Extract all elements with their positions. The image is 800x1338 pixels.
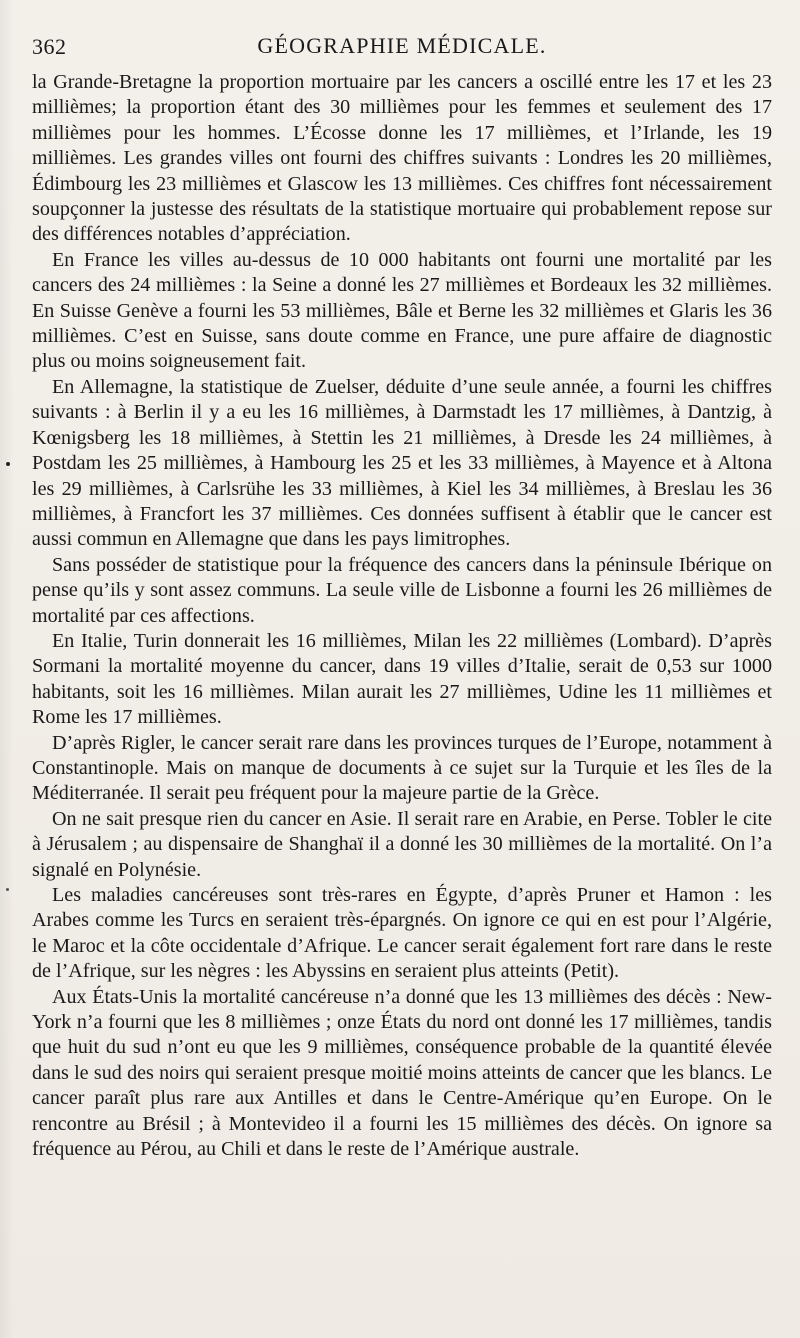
paragraph-france-switzerland: En France les villes au-dessus de 10 000 habitants ont fourni une mortalité par les cancers des 24 millièmes : la Seine a donné les 27 millièmes et Bordeaux les 32 millièmes. En Suisse Genève a fourni les 53 millièmes, Bâle et Berne les 32 millièmes et Glaris les 36 millièmes. C’est en Suisse, sans doute comme en France, une pure affaire de diagnostic plus ou moins soigneusement fait. xyxy=(32,248,772,373)
paragraph-asia: On ne sait presque rien du cancer en Asie. Il serait rare en Arabie, en Perse. Tobler le cite à Jérusalem ; au dispensaire de Shanghaï il a donné les 30 millièmes de la mortalité. On l’a signalé en Polynésie. xyxy=(32,807,772,881)
paragraph-germany: En Allemagne, la statistique de Zuelser, déduite d’une seule année, a fourni les chiffres suivants : à Berlin il y a eu les 16 millièmes, à Darmstadt les 17 millièmes, à Dantzig, à Kœnigsberg les 18 millièmes, à Stettin les 21 millièmes, à Dresde les 24 millièmes, à Postdam les 25 millièmes, à Hambourg les 25 et les 33 millièmes, à Mayence et à Altona les 29 millièmes, à Carlsrühe les 33 millièmes, à Kiel les 34 millièmes, à Breslau les 36 millièmes, à Francfort les 37 millièmes. Ces données suffisent à établir que le cancer est aussi commun en Allemagne que dans les pays limitrophes. xyxy=(32,375,772,551)
paragraph-iberia: Sans posséder de statistique pour la fréquence des cancers dans la péninsule Ibérique on pense qu’ils y sont assez communs. La seule ville de Lisbonne a fourni les 26 millièmes de mortalité par ces affections. xyxy=(32,553,772,627)
margin-dot-mark-lower xyxy=(6,888,9,891)
paragraph-italy: En Italie, Turin donnerait les 16 millièmes, Milan les 22 millièmes (Lombard). D’après Sormani la mortalité moyenne du cancer, dans 19 villes d’Italie, serait de 0,53 sur 1000 habitants, soit les 16 millièmes. Milan aurait les 27 millièmes, Udine les 11 millièmes et Rome les 17 millièmes. xyxy=(32,629,772,729)
paragraph-turkey-greece: D’après Rigler, le cancer serait rare dans les provinces turques de l’Europe, notamment à Constantinople. Mais on manque de documents à ce sujet sur la Turquie et les îles de la Méditerranée. Il serait peu fréquent pour la majeure partie de la Grèce. xyxy=(32,731,772,805)
margin-dot-mark xyxy=(6,462,10,466)
paragraph-africa: Les maladies cancéreuses sont très-rares en Égypte, d’après Pruner et Hamon : les Arabes comme les Turcs en seraient très-épargnés. On ignore ce qui en est pour l’Algérie, le Maroc et la côte occidentale d’Afrique. Le cancer serait également fort rare dans le reste de l’Afrique, sur les nègres : les Abyssins en seraient plus atteints (Petit). xyxy=(32,884,772,983)
page-body xyxy=(32,70,772,1162)
paragraph-great-britain: la Grande-Bretagne la proportion mortuaire par les cancers a oscillé entre les 17 et les 23 millièmes; la proportion étant des 30 millièmes pour les femmes et seulement des 17 millièmes pour les hommes. L’Écosse donne les 17 millièmes, et l’Irlande, les 19 millièmes. Les grandes villes ont fourni des chiffres suivants : Londres les 20 millièmes, Édimbourg les 23 millièmes et Glascow les 13 millièmes. Ces chiffres font nécessairement soupçonner la justesse des résultats de la statistique mortuaire qui probablement repose sur des différences notables d’appréciation. xyxy=(32,71,772,246)
page-number: 362 xyxy=(32,34,67,59)
running-head: GÉOGRAPHIE MÉDICALE. xyxy=(257,33,547,58)
page-header xyxy=(32,30,772,60)
paragraph-americas: Aux États-Unis la mortalité cancéreuse n’a donné que les 13 millièmes des décès : New-York n’a fourni que les 8 millièmes ; onze États du nord ont donné les 17 millièmes, tandis que huit du sud n’ont eu que les 9 millièmes, conséquence probable de la quantité élevée dans le sud des noirs qui seraient presque moitié moins atteints de cancer que les blancs. Le cancer paraît plus rare aux Antilles et dans le Centre-Amérique qu’en Europe. On le rencontre au Brésil ; à Montevideo il a fourni les 15 millièmes des décès. On ignore sa fréquence au Pérou, au Chili et dans le reste de l’Amérique australe. xyxy=(32,985,772,1161)
